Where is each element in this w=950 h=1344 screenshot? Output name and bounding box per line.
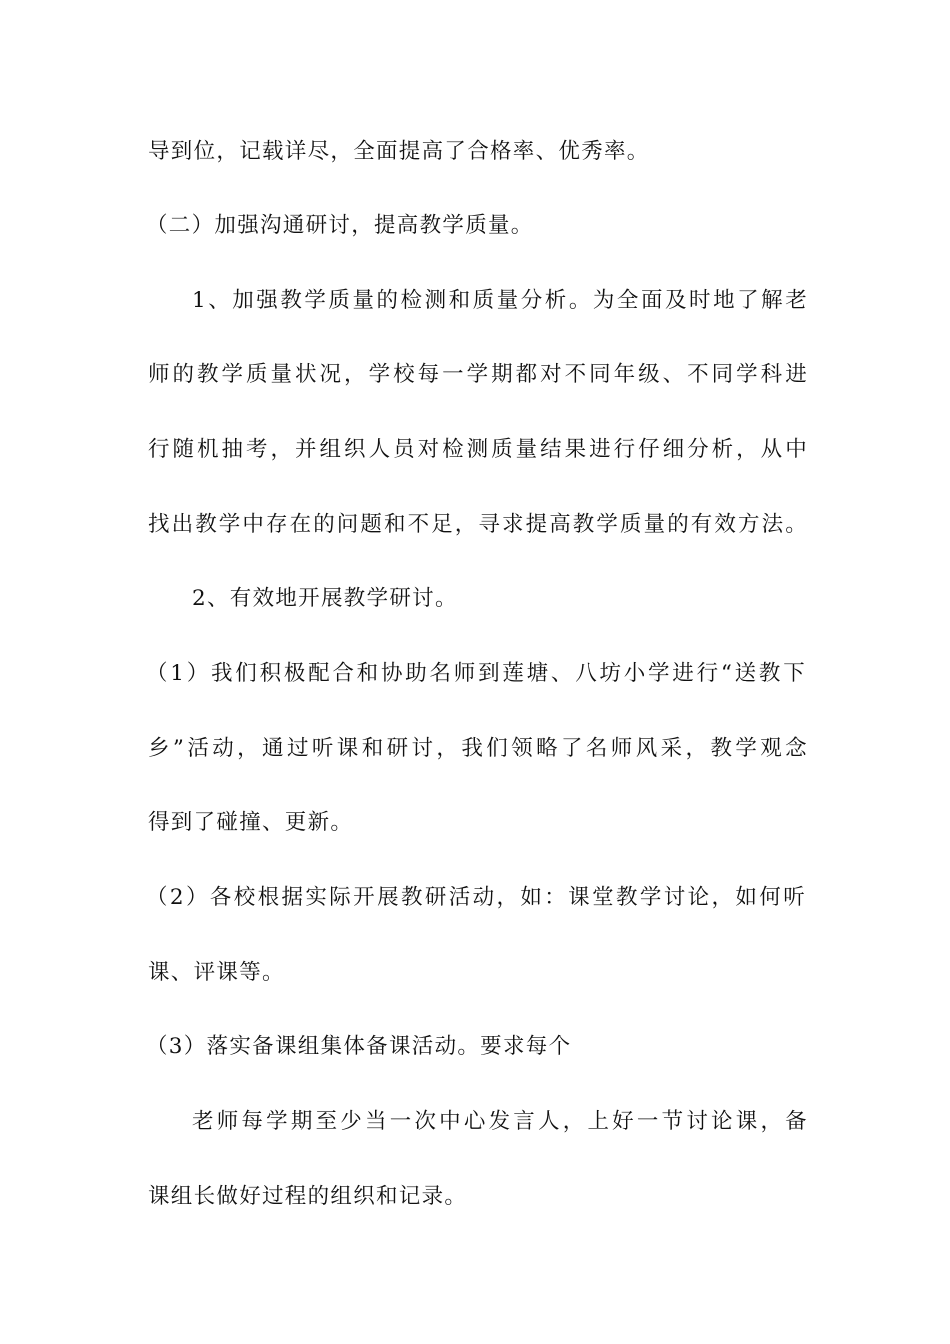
subheading: 2、有效地开展教学研讨。	[192, 586, 458, 611]
text-line: 找出教学中存在的问题和不足，寻求提高教学质量的有效方法。	[148, 512, 808, 537]
section-heading: （二）加强沟通研讨，提高教学质量。	[146, 213, 534, 238]
text-line: 乡”活动，通过听课和研讨，我们领略了名师风采，教学观念	[148, 736, 808, 761]
text-line: （2）各校根据实际开展教研活动，如：课堂教学讨论，如何听	[146, 885, 806, 910]
text-line: 课、评课等。	[148, 960, 285, 985]
text-line: （3）落实备课组集体备课活动。要求每个	[146, 1034, 572, 1059]
text-line: 得到了碰撞、更新。	[148, 810, 354, 835]
text-line: 课组长做好过程的组织和记录。	[148, 1184, 468, 1209]
text-line: 1、加强教学质量的检测和质量分析。为全面及时地了解老	[192, 288, 808, 313]
text-line: 师的教学质量状况，学校每一学期都对不同年级、不同学科进	[148, 362, 808, 387]
text-line: （1）我们积极配合和协助名师到莲塘、八坊小学进行“送教下	[146, 661, 806, 686]
text-line: 导到位，记载详尽，全面提高了合格率、优秀率。	[148, 139, 650, 164]
text-line: 行随机抽考，并组织人员对检测质量结果进行仔细分析，从中	[148, 437, 808, 462]
text-line: 老师每学期至少当一次中心发言人，上好一节讨论课，备	[192, 1109, 808, 1134]
